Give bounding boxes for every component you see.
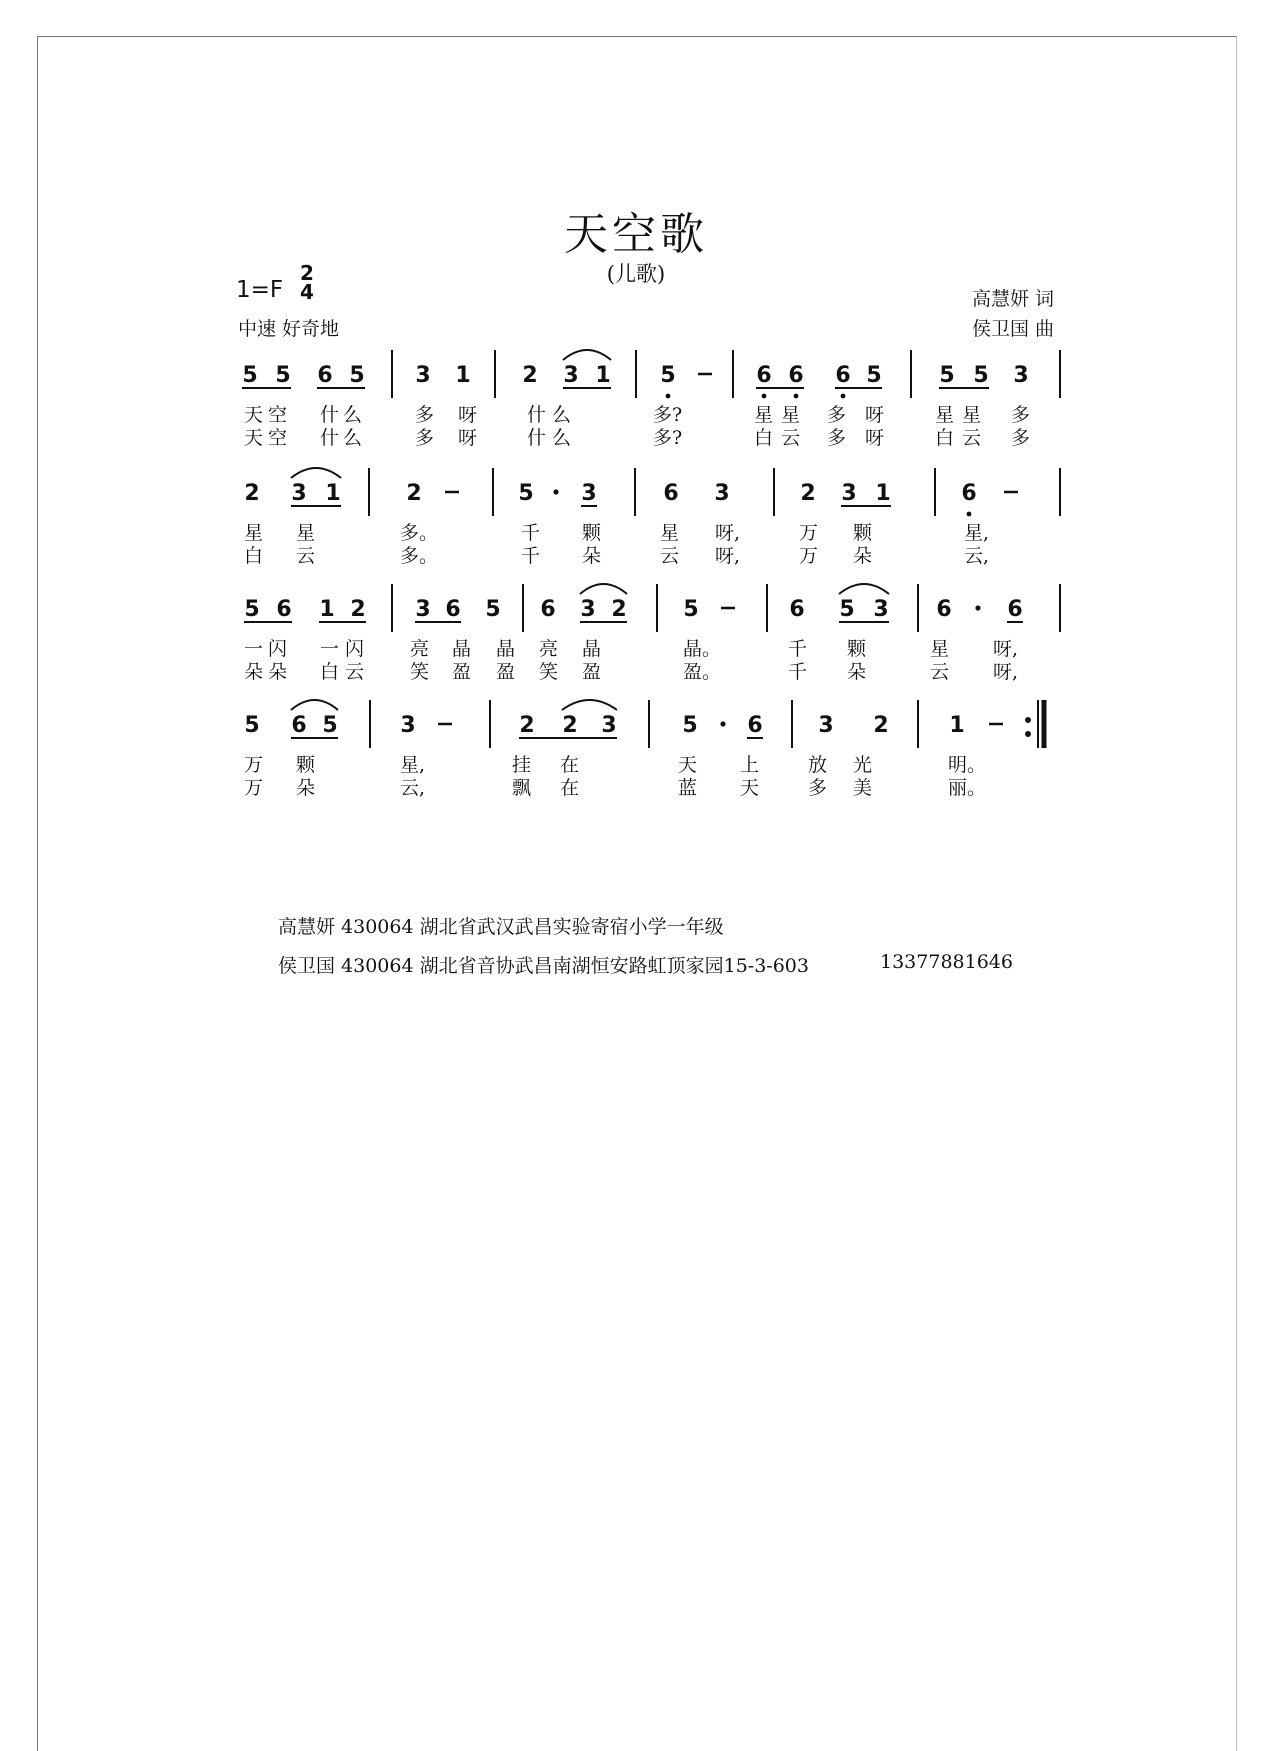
note: 2 xyxy=(800,481,816,506)
slur-arc xyxy=(291,468,341,478)
slur-arc xyxy=(291,700,338,710)
lyric-syllable: 闪 xyxy=(345,638,365,660)
lyric-syllable: 星 xyxy=(781,404,801,426)
lyric-syllable: 晶 xyxy=(496,638,516,660)
slur-arc xyxy=(563,350,611,360)
note: 5 xyxy=(242,363,258,388)
note: 2 xyxy=(244,481,260,506)
lyric-syllable: 多 xyxy=(415,404,435,426)
lyric-syllable: 闪 xyxy=(268,638,288,660)
lyric-syllable: 万 xyxy=(244,777,264,799)
lyric-syllable: 云 xyxy=(660,545,680,567)
lyric-syllable: 朵 xyxy=(244,661,264,683)
low-octave-dot xyxy=(841,394,846,399)
lyric-syllable: 多。 xyxy=(400,545,439,567)
lyric-syllable: 明。 xyxy=(948,754,987,776)
lyric-syllable: 云 xyxy=(296,545,316,567)
note: 3 xyxy=(1013,363,1029,388)
lyric-syllable: 颗 xyxy=(582,522,602,544)
lyric-syllable: 星 xyxy=(244,522,264,544)
lyric-syllable: 飘 xyxy=(512,777,532,799)
lyric-syllable: 么 xyxy=(552,427,572,449)
note: 2 xyxy=(562,713,578,738)
note: 1 xyxy=(949,713,965,738)
note: 5 xyxy=(866,363,882,388)
lyric-syllable: 万 xyxy=(244,754,264,776)
lyric-syllable: 光 xyxy=(853,754,873,776)
low-octave-dot xyxy=(794,394,799,399)
lyric-syllable: 一 xyxy=(320,638,340,660)
tempo-marking: 中速 好奇地 xyxy=(238,318,340,340)
note: 1 xyxy=(319,597,335,622)
lyric-syllable: 多? xyxy=(653,404,683,426)
low-octave-dot xyxy=(967,512,972,517)
lyric-syllable: 多 xyxy=(1011,404,1031,426)
lyric-syllable: 万 xyxy=(799,545,819,567)
note: 5 xyxy=(682,713,698,738)
lyric-syllable: 上 xyxy=(740,754,760,776)
augmentation-dot xyxy=(553,489,558,494)
lyric-syllable: 呀 xyxy=(458,404,478,426)
lyric-syllable: 万 xyxy=(799,522,819,544)
lyric-syllable: 天 xyxy=(678,754,698,776)
note: 2 xyxy=(406,481,422,506)
lyric-syllable: 什 xyxy=(320,404,340,426)
lyric-syllable: 盈 xyxy=(452,661,472,683)
lyric-syllable: 星 xyxy=(930,638,950,660)
lyric-syllable: 么 xyxy=(552,404,572,426)
lyric-syllable: 多 xyxy=(827,404,847,426)
lyric-syllable: 多 xyxy=(827,427,847,449)
lyric-syllable: 什 xyxy=(527,427,547,449)
note: 6 xyxy=(747,713,763,738)
lyric-syllable: 星, xyxy=(964,522,990,544)
lyric-syllable: 白 xyxy=(320,661,340,683)
note: 3 xyxy=(415,597,431,622)
lyric-syllable: 天 xyxy=(244,404,264,426)
lyric-syllable: 么 xyxy=(343,404,363,426)
note: 3 xyxy=(580,597,596,622)
note: 5 xyxy=(973,363,989,388)
low-octave-dot xyxy=(666,394,671,399)
repeat-dot xyxy=(1025,731,1031,737)
note: 5 xyxy=(839,597,855,622)
lyric-syllable: 多? xyxy=(653,427,683,449)
lyric-syllable: 云 xyxy=(781,427,801,449)
lyric-syllable: 晶 xyxy=(582,638,602,660)
note: 3 xyxy=(714,481,730,506)
song-subtitle: (儿歌) xyxy=(606,262,666,286)
lyric-syllable: 星 xyxy=(660,522,680,544)
lyric-syllable: 空 xyxy=(268,404,288,426)
slur-arc xyxy=(562,700,617,710)
repeat-dot xyxy=(1025,717,1031,723)
note: 3 xyxy=(601,713,617,738)
lyric-syllable: 颗 xyxy=(296,754,316,776)
note: 5 xyxy=(349,363,365,388)
slur-arc xyxy=(580,584,627,594)
note: 3 xyxy=(841,481,857,506)
song-title: 天空歌 xyxy=(564,209,708,260)
lyric-syllable: 什 xyxy=(527,404,547,426)
lyric-syllable: 么 xyxy=(343,427,363,449)
composer-credit: 侯卫国 曲 xyxy=(971,318,1054,340)
lyric-syllable: 朵 xyxy=(847,661,867,683)
lyric-syllable: 朵 xyxy=(853,545,873,567)
lyric-syllable: 星 xyxy=(962,404,982,426)
augmentation-dot xyxy=(975,605,980,610)
lyric-syllable: 白 xyxy=(935,427,955,449)
note: 6 xyxy=(445,597,461,622)
lyric-syllable: 朵 xyxy=(268,661,288,683)
lyric-syllable: 星, xyxy=(400,754,426,776)
note: 3 xyxy=(873,597,889,622)
slur-arc xyxy=(839,584,889,594)
note: 5 xyxy=(660,363,676,388)
lyric-syllable: 多 xyxy=(415,427,435,449)
key-signature: 1=F xyxy=(236,277,284,303)
note: 5 xyxy=(244,597,260,622)
lyric-syllable: 笑 xyxy=(410,661,430,683)
lyric-syllable: 多。 xyxy=(400,522,439,544)
lyric-syllable: 晶。 xyxy=(683,638,722,660)
note: 5 xyxy=(485,597,501,622)
note: 5 xyxy=(244,713,260,738)
note: 1 xyxy=(875,481,891,506)
note: 5 xyxy=(683,597,699,622)
note: 6 xyxy=(663,481,679,506)
note: 3 xyxy=(400,713,416,738)
lyric-syllable: 呀, xyxy=(993,638,1019,660)
note: 5 xyxy=(275,363,291,388)
lyric-syllable: 呀, xyxy=(993,661,1019,683)
lyric-syllable: 白 xyxy=(754,427,774,449)
note: 6 xyxy=(276,597,292,622)
note: 3 xyxy=(581,481,597,506)
lyric-syllable: 颗 xyxy=(847,638,867,660)
footer-line-2: 侯卫国 430064 湖北省音协武昌南湖恒安路虹顶家园15-3-603 xyxy=(278,955,809,977)
lyricist-credit: 高慧妍 词 xyxy=(971,288,1054,310)
note: 6 xyxy=(1007,597,1023,622)
note: 1 xyxy=(455,363,471,388)
lyric-syllable: 云, xyxy=(400,777,426,799)
lyric-syllable: 一 xyxy=(244,638,264,660)
note: 6 xyxy=(835,363,851,388)
lyric-syllable: 亮 xyxy=(410,638,430,660)
footer-line-1: 高慧妍 430064 湖北省武汉武昌实验寄宿小学一年级 xyxy=(278,916,724,938)
lyric-syllable: 呀, xyxy=(715,522,741,544)
lyric-syllable: 空 xyxy=(268,427,288,449)
lyric-syllable: 星 xyxy=(754,404,774,426)
lyric-syllable: 千 xyxy=(521,545,541,567)
lyric-syllable: 亮 xyxy=(539,638,559,660)
lyric-syllable: 挂 xyxy=(512,754,532,776)
lyric-syllable: 盈 xyxy=(582,661,602,683)
lyric-syllable: 星 xyxy=(935,404,955,426)
lyric-syllable: 朵 xyxy=(582,545,602,567)
lyric-syllable: 星 xyxy=(296,522,316,544)
lyric-syllable: 千 xyxy=(788,661,808,683)
lyric-syllable: 天 xyxy=(244,427,264,449)
note: 6 xyxy=(789,597,805,622)
note: 6 xyxy=(788,363,804,388)
footer-phone: 13377881646 xyxy=(880,951,1013,973)
note: 6 xyxy=(936,597,952,622)
note: 6 xyxy=(291,713,307,738)
time-signature-bottom: 4 xyxy=(300,280,314,304)
lyric-syllable: 白 xyxy=(244,545,264,567)
lyric-syllable: 在 xyxy=(560,777,580,799)
note: 5 xyxy=(939,363,955,388)
time-signature-top: 2 xyxy=(300,261,314,285)
low-octave-dot xyxy=(762,394,767,399)
lyric-syllable: 笑 xyxy=(539,661,559,683)
lyric-syllable: 呀 xyxy=(865,404,885,426)
lyric-syllable: 盈。 xyxy=(683,661,722,683)
lyric-syllable: 呀, xyxy=(715,545,741,567)
lyric-syllable: 云 xyxy=(962,427,982,449)
lyric-syllable: 朵 xyxy=(296,777,316,799)
lyric-syllable: 丽。 xyxy=(948,777,987,799)
lyric-syllable: 云 xyxy=(345,661,365,683)
lyric-syllable: 颗 xyxy=(853,522,873,544)
lyric-syllable: 云, xyxy=(964,545,990,567)
lyric-syllable: 美 xyxy=(853,777,873,799)
lyric-syllable: 多 xyxy=(808,777,828,799)
note: 3 xyxy=(415,363,431,388)
lyric-syllable: 什 xyxy=(320,427,340,449)
lyric-syllable: 呀 xyxy=(865,427,885,449)
note: 3 xyxy=(291,481,307,506)
lyric-syllable: 蓝 xyxy=(678,777,698,799)
lyric-syllable: 在 xyxy=(560,754,580,776)
note: 2 xyxy=(873,713,889,738)
lyric-syllable: 天 xyxy=(740,777,760,799)
note: 2 xyxy=(611,597,627,622)
lyric-syllable: 多 xyxy=(1011,427,1031,449)
note: 6 xyxy=(540,597,556,622)
lyric-syllable: 千 xyxy=(521,522,541,544)
note: 5 xyxy=(518,481,534,506)
note: 1 xyxy=(595,363,611,388)
lyric-syllable: 盈 xyxy=(496,661,516,683)
lyric-syllable: 千 xyxy=(788,638,808,660)
note: 5 xyxy=(322,713,338,738)
note: 3 xyxy=(818,713,834,738)
lyric-syllable: 呀 xyxy=(458,427,478,449)
note: 2 xyxy=(519,713,535,738)
lyric-syllable: 云 xyxy=(930,661,950,683)
note: 2 xyxy=(522,363,538,388)
note: 6 xyxy=(756,363,772,388)
note: 3 xyxy=(563,363,579,388)
note: 1 xyxy=(325,481,341,506)
note: 6 xyxy=(317,363,333,388)
lyric-syllable: 放 xyxy=(808,754,828,776)
lyric-syllable: 晶 xyxy=(452,638,472,660)
note: 2 xyxy=(350,597,366,622)
augmentation-dot xyxy=(720,721,725,726)
note: 6 xyxy=(961,481,977,506)
